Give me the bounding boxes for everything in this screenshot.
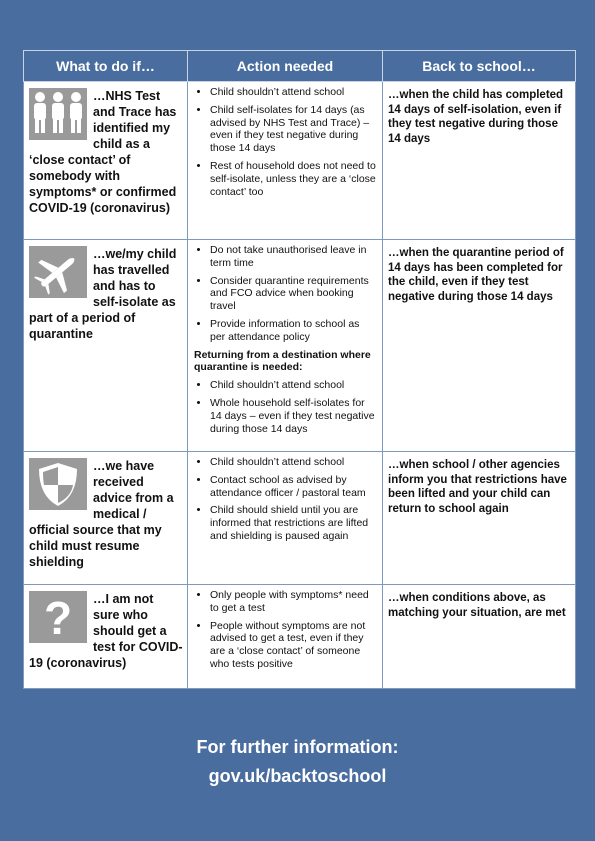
action-list xyxy=(194,589,376,671)
back-to-school-cell: …when the quarantine period of 14 days has been completed for the child, even if they test negative during those 14 days xyxy=(383,240,576,452)
table-row xyxy=(24,82,576,240)
action-list xyxy=(194,244,376,344)
list-item: • Provide information to school as per attendance policy xyxy=(210,318,376,344)
back-to-school-cell: …when conditions above, as matching your situation, are met xyxy=(383,585,576,689)
table-header-row xyxy=(24,51,576,82)
list-item: • Consider quarantine requirements and FCO advice when booking travel xyxy=(210,275,376,313)
guidance-table xyxy=(23,50,576,689)
shield-icon xyxy=(29,458,87,514)
header-back-to-school: Back to school… xyxy=(383,51,576,82)
list-item: • Rest of household does not need to self-isolate, unless they are a ‘close contact’ too xyxy=(210,160,376,198)
situation-cell xyxy=(24,452,188,585)
action-cell xyxy=(188,240,383,452)
action-list-returning xyxy=(194,379,376,435)
action-cell xyxy=(188,452,383,585)
back-to-school-cell: …when school / other agencies inform you that restrictions have been lifted and your child can return to school again xyxy=(383,452,576,585)
action-list xyxy=(194,86,376,198)
situation-text: …NHS Test and Trace has identified my child as a ‘close contact’ of somebody with symptoms* or confirmed COVID-19 (coronavirus) xyxy=(29,89,177,215)
returning-subheading: Returning from a destination where quarantine is needed: xyxy=(194,348,371,374)
list-item: • Contact school as advised by attendance officer / pastoral team xyxy=(210,474,376,500)
list-item: • Child shouldn’t attend school xyxy=(210,456,376,469)
list-item: • People without symptoms are not advised to get a test, even if they are a ‘close contact’ of someone who tests positive xyxy=(210,620,376,671)
guidance-table-panel xyxy=(23,50,575,689)
action-list xyxy=(194,456,376,543)
header-action-needed: Action needed xyxy=(188,51,383,82)
situation-cell xyxy=(24,585,188,689)
table-row xyxy=(24,240,576,452)
situation-cell xyxy=(24,82,188,240)
list-item: • Whole household self-isolates for 14 days – even if they test negative during those 14 days xyxy=(210,397,376,435)
action-cell xyxy=(188,82,383,240)
footer-link[interactable]: gov.uk/backtoschool xyxy=(208,766,387,786)
table-row xyxy=(24,585,576,689)
situation-text: …we/my child has travelled and has to self-isolate as part of a period of quarantine xyxy=(29,247,177,341)
list-item: • Child self-isolates for 14 days (as advised by NHS Test and Trace) – even if they test negative during those 14 days xyxy=(210,104,376,155)
list-item: • Child should shield until you are informed that restrictions are lifted and shielding is paused again xyxy=(210,504,376,542)
footer-info-heading: For further information: xyxy=(196,737,399,757)
list-item: • Do not take unauthorised leave in term time xyxy=(210,244,376,270)
back-to-school-cell: …when the child has completed 14 days of self-isolation, even if they test negative during those 14 days xyxy=(383,82,576,240)
header-what-to-do: What to do if… xyxy=(24,51,188,82)
action-cell xyxy=(188,585,383,689)
question-mark-icon xyxy=(29,591,87,647)
people-group-icon xyxy=(29,88,87,144)
situation-text: …I am not sure who should get a test for COVID-19 (coronavirus) xyxy=(29,592,183,670)
list-item: • Child shouldn’t attend school xyxy=(210,86,376,99)
situation-cell xyxy=(24,240,188,452)
list-item: • Only people with symptoms* need to get a test xyxy=(210,589,376,615)
svg-text:?: ? xyxy=(43,592,73,643)
list-item: • Child shouldn’t attend school xyxy=(210,379,376,392)
airplane-icon xyxy=(29,246,87,302)
situation-text: …we have received advice from a medical / official source that my child must resume shielding xyxy=(29,459,174,569)
table-row xyxy=(24,452,576,585)
